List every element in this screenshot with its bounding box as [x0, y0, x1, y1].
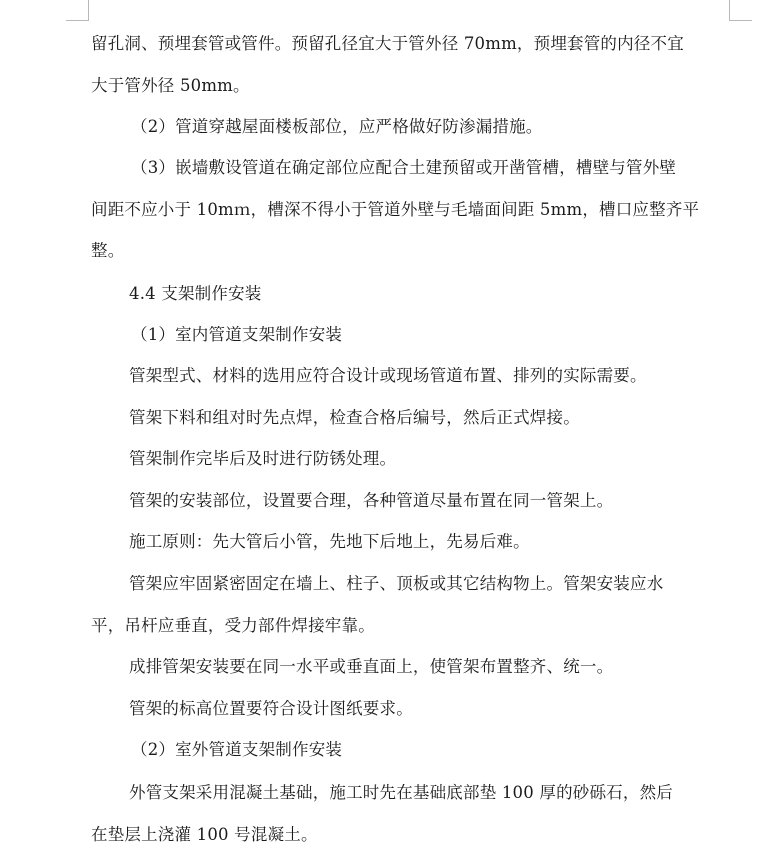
page-corner-mark-top-left	[66, 0, 89, 21]
paragraph-line: 外管支架采用混凝土基础，施工时先在基础底部垫 100 厚的砂砾石，然后	[129, 783, 673, 802]
paragraph-line: 管架下料和组对时先点焊，检查合格后编号，然后正式焊接。	[129, 408, 580, 427]
paragraph-line: 间距不应小于 10mｍ，槽深不得小于管道外壁与毛墙面间距 5mm，槽口应整齐平	[91, 200, 700, 219]
paragraph-line: 管架制作完毕后及时进行防锈处理。	[129, 449, 397, 468]
subsection-heading: （2）室外管道支架制作安装	[131, 740, 343, 759]
paragraph-line: 大于管外径 50mm。	[91, 76, 250, 95]
paragraph-line: （2）管道穿越屋面楼板部位，应严格做好防渗漏措施。	[131, 117, 543, 136]
paragraph-line: 平，吊杆应垂直，受力部件焊接牢靠。	[91, 616, 375, 635]
paragraph-line: 管架的安装部位，设置要合理，各种管道尽量布置在同一管架上。	[129, 491, 614, 510]
paragraph-line: 整。	[91, 241, 125, 260]
paragraph-line: 管架型式、材料的选用应符合设计或现场管道布置、排列的实际需要。	[129, 366, 647, 385]
paragraph-line: 施工原则：先大管后小管，先地下后地上，先易后难。	[129, 532, 530, 551]
paragraph-line: 留孔洞、预埋套管或管件。预留孔径宜大于管外径 70mm，预埋套管的内径不宜	[91, 34, 684, 53]
paragraph-line: 在垫层上浇灌 100 号混凝土。	[91, 825, 318, 844]
section-heading: 4.4 支架制作安装	[129, 284, 262, 303]
paragraph-line: 管架应牢固紧密固定在墙上、柱子、顶板或其它结构物上。管架安装应水	[129, 574, 664, 593]
subsection-heading: （1）室内管道支架制作安装	[131, 325, 343, 344]
page-corner-mark-top-right	[729, 0, 752, 21]
paragraph-line: （3）嵌墙敷设管道在确定部位应配合土建预留或开凿管槽，槽壁与管外壁	[131, 158, 677, 177]
paragraph-line: 成排管架安装要在同一水平或垂直面上，使管架布置整齐、统一。	[129, 657, 614, 676]
paragraph-line: 管架的标高位置要符合设计图纸要求。	[129, 699, 413, 718]
